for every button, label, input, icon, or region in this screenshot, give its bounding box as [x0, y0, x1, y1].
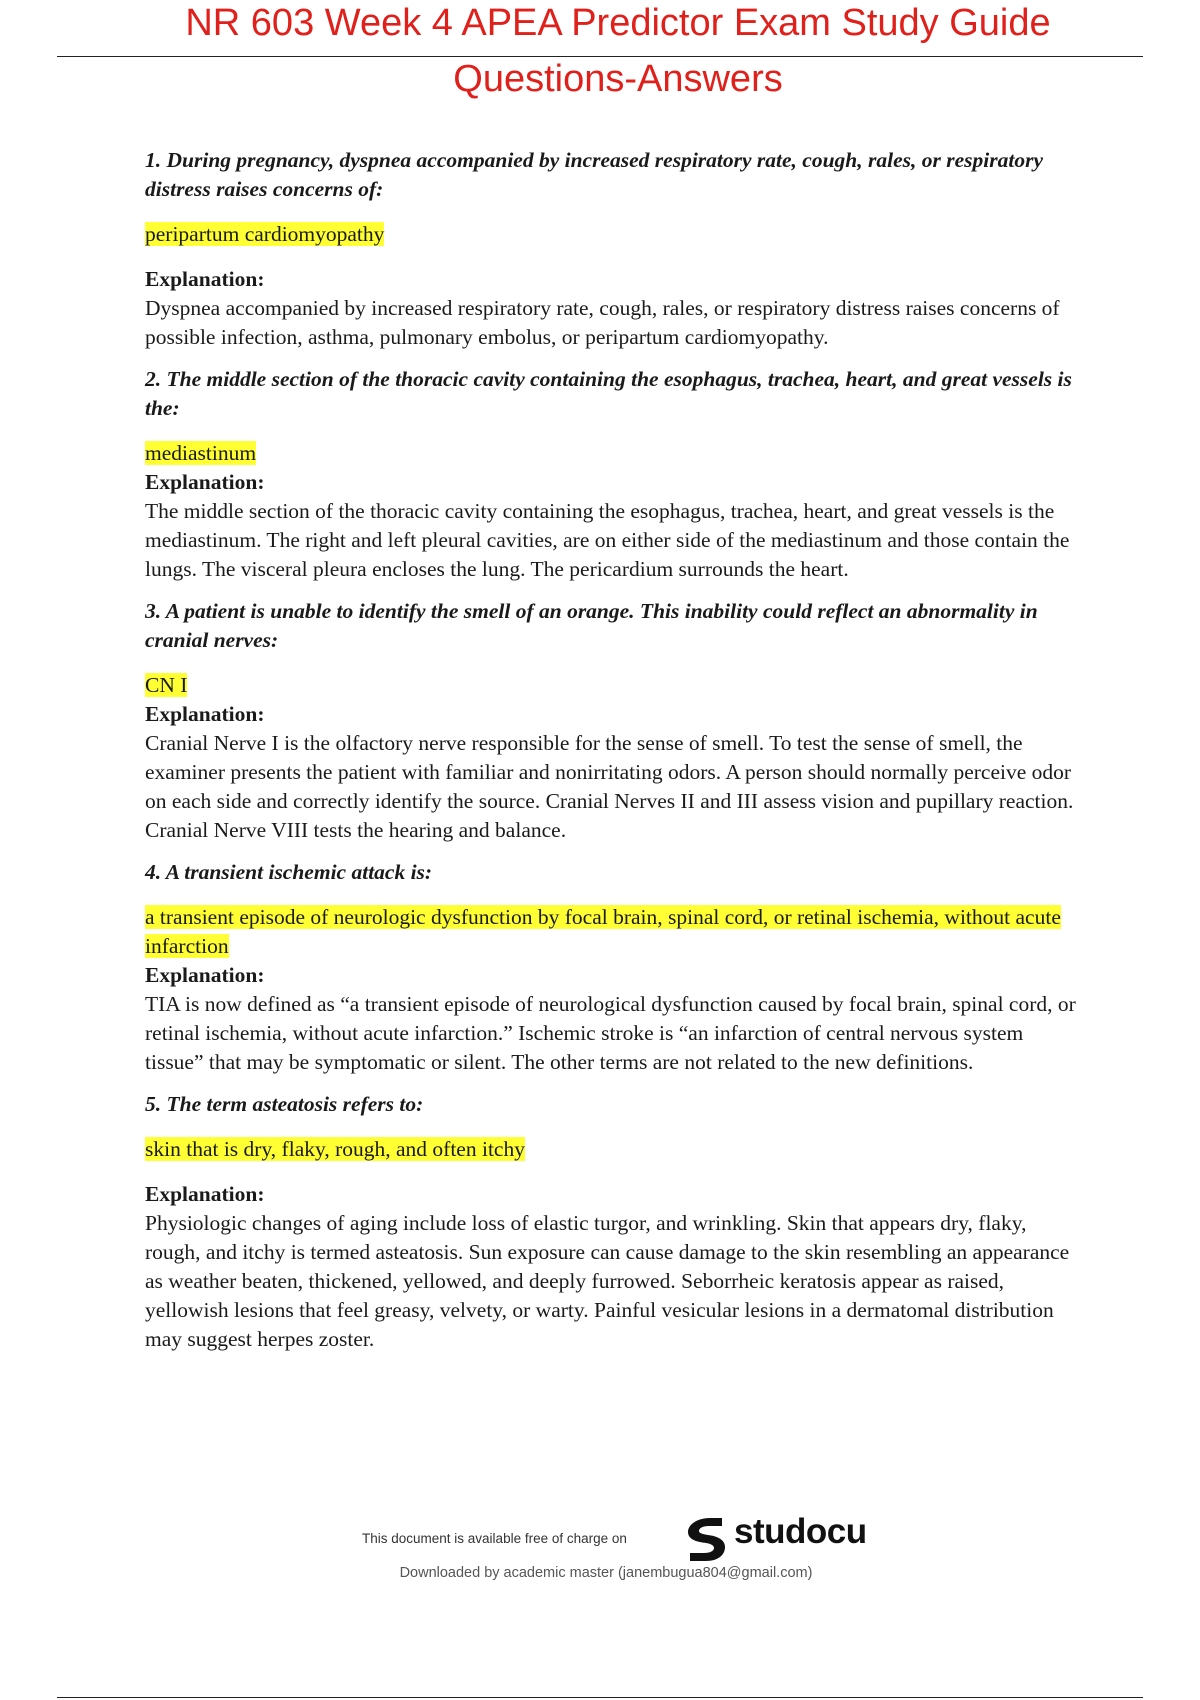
answer-text: a transient episode of neurologic dysfunction by focal brain, spinal cord, or retinal ischemia, without acute infarction [145, 905, 1061, 958]
explanation-label: Explanation: [145, 470, 265, 494]
answer-highlight [145, 220, 1085, 249]
question-block-4 [145, 858, 1085, 1077]
answer-text: mediastinum [145, 441, 257, 465]
explanation-text: The middle section of the thoracic cavity containing the esophagus, trachea, heart, and great vessels is the mediastinum. The right and left pleural cavities, are on either side of the mediastinum and those contain the lungs. The visceral pleura encloses the lung. The pericardium surrounds the heart. [145, 499, 1070, 581]
answer-highlight [145, 439, 1085, 468]
footer-download-info: Downloaded by academic master (janembugua804@gmail.com) [399, 1565, 813, 1581]
explanation-text: TIA is now defined as “a transient episode of neurological dysfunction caused by focal brain, spinal cord, or retinal ischemia, without acute infarction.” Ischemic stroke is “an infarction of central nervous system tissue” that may be symptomatic or silent. The other terms are not related to the new definitions. [145, 992, 1076, 1074]
explanation-label: Explanation: [145, 1182, 265, 1206]
question-text: 2. The middle section of the thoracic cavity containing the esophagus, trachea, heart, and great vessels is the: [145, 367, 1072, 420]
answer-highlight [145, 1135, 1085, 1164]
question-block-5 [145, 1090, 1085, 1354]
question-block-1 [145, 146, 1085, 352]
question-text: 4. A transient ischemic attack is: [145, 860, 433, 884]
explanation-label: Explanation: [145, 267, 265, 291]
answer-text: peripartum cardiomyopathy [145, 222, 385, 246]
answer-highlight [145, 671, 1085, 700]
study-guide-content [145, 146, 1085, 1354]
answer-highlight [145, 903, 1085, 961]
studocu-brand-link[interactable]: studocu [734, 1512, 867, 1551]
question-text: 3. A patient is unable to identify the smell of an orange. This inability could reflect an abnormality in cranial nerves: [145, 599, 1038, 652]
question-block-2 [145, 365, 1085, 584]
answer-text: skin that is dry, flaky, rough, and often itchy [145, 1137, 525, 1161]
document-subtitle: Questions-Answers [453, 58, 783, 100]
question-text: 5. The term asteatosis refers to: [145, 1092, 424, 1116]
question-block-3 [145, 597, 1085, 845]
studocu-logo-icon[interactable] [680, 1514, 730, 1564]
explanation-text: Physiologic changes of aging include loss of elastic turgor, and wrinkling. Skin that appears dry, flaky, rough, and itchy is termed asteatosis. Sun exposure can cause damage to the skin resembling an appearance as weather beaten, thickened, yellowed, and deeply furrowed. Seborrheic keratosis appear as raised, yellowish lesions that feel greasy, velvety, or warty. Painful vesicular lesions in a dermatomal distribution may suggest herpes zoster. [145, 1211, 1070, 1351]
footer-availability-text: This document is available free of charge on [362, 1531, 627, 1546]
explanation-label: Explanation: [145, 963, 265, 987]
question-text: 1. During pregnancy, dyspnea accompanied by increased respiratory rate, cough, rales, or respiratory distress raises concerns of: [145, 148, 1044, 201]
explanation-text: Cranial Nerve I is the olfactory nerve responsible for the sense of smell. To test the sense of smell, the examiner presents the patient with familiar and nonirritating odors. A person should normally perceive odor on each side and correctly identify the source. Cranial Nerves II and III assess vision and pupillary reaction. Cranial Nerve VIII tests the hearing and balance. [145, 731, 1074, 842]
document-title: NR 603 Week 4 APEA Predictor Exam Study Guide [185, 2, 1051, 44]
explanation-text: Dyspnea accompanied by increased respiratory rate, cough, rales, or respiratory distress raises concerns of possible infection, asthma, pulmonary embolus, or peripartum cardiomyopathy. [145, 296, 1060, 349]
answer-text: CN I [145, 673, 188, 697]
explanation-label: Explanation: [145, 702, 265, 726]
bottom-divider [57, 1697, 1143, 1698]
